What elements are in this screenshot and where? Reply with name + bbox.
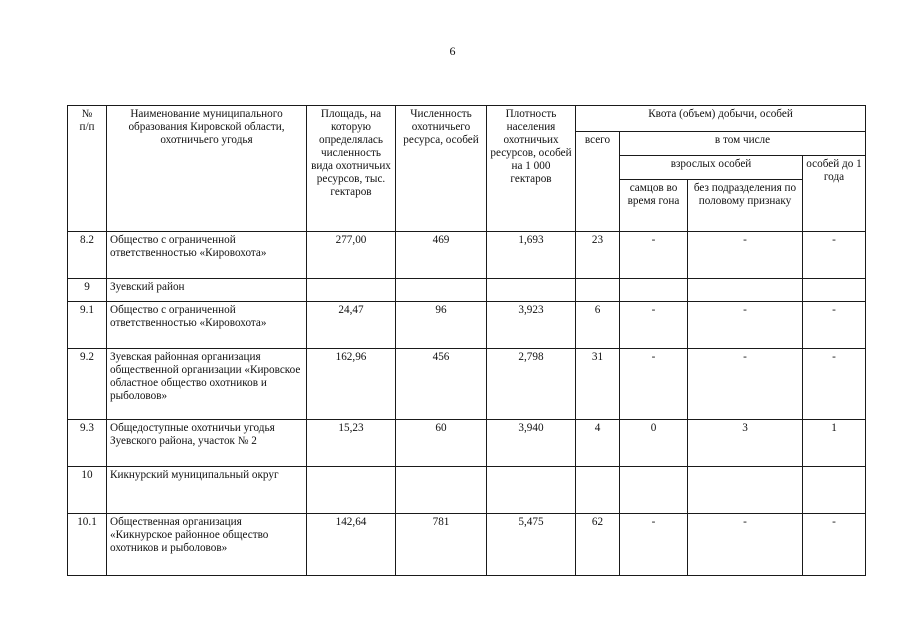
- cell-density: 3,923: [487, 302, 576, 349]
- cell-density: [487, 279, 576, 302]
- header-num: № п/п: [68, 106, 107, 232]
- cell-nosex: -: [688, 302, 803, 349]
- header-count: Численность охотничьего ресурса, особей: [396, 106, 487, 232]
- table-row: [68, 467, 866, 514]
- cell-num: 9.2: [68, 349, 107, 420]
- header-males-rut: самцов во время гона: [620, 180, 688, 232]
- page-number: 6: [449, 44, 456, 58]
- cell-count: 96: [396, 302, 487, 349]
- header-quota: Квота (объем) добычи, особей: [576, 106, 866, 132]
- table-row: [68, 514, 866, 576]
- cell-young: 1: [803, 420, 866, 467]
- cell-males: 0: [620, 420, 688, 467]
- header-density: Плотность населения охотничьих ресурсов, особей на 1 000 гектаров: [487, 106, 576, 232]
- cell-density: 5,475: [487, 514, 576, 576]
- cell-young: -: [803, 232, 866, 279]
- header-adults: взрослых особей: [620, 156, 803, 180]
- cell-area: [307, 467, 396, 514]
- cell-num: 9: [68, 279, 107, 302]
- cell-num: 9.1: [68, 302, 107, 349]
- cell-num: 8.2: [68, 232, 107, 279]
- header-name: Наименование муниципального образования Кировской области, охотничьего угодья: [107, 106, 307, 232]
- cell-young: [803, 467, 866, 514]
- cell-total: 62: [576, 514, 620, 576]
- cell-area: 142,64: [307, 514, 396, 576]
- quota-table: [67, 105, 866, 576]
- cell-nosex: -: [688, 349, 803, 420]
- cell-area: [307, 279, 396, 302]
- cell-name: Зуевский район: [107, 279, 307, 302]
- cell-young: -: [803, 514, 866, 576]
- cell-density: 1,693: [487, 232, 576, 279]
- cell-name: Общественная организация «Кикнурское районное общество охотников и рыболовов»: [107, 514, 307, 576]
- cell-nosex: -: [688, 514, 803, 576]
- header-under-one: особей до 1 года: [803, 156, 866, 232]
- cell-count: 781: [396, 514, 487, 576]
- cell-young: [803, 279, 866, 302]
- cell-num: 9.3: [68, 420, 107, 467]
- cell-males: -: [620, 514, 688, 576]
- cell-nosex: [688, 279, 803, 302]
- cell-name: Общество с ограниченной ответственностью «Кировохота»: [107, 302, 307, 349]
- cell-males: -: [620, 232, 688, 279]
- cell-total: 31: [576, 349, 620, 420]
- cell-num: 10.1: [68, 514, 107, 576]
- table-header: [68, 106, 866, 232]
- cell-area: 162,96: [307, 349, 396, 420]
- cell-name: Зуевская районная организация общественной организации «Кировское областное общество охотников и рыболовов»: [107, 349, 307, 420]
- table-row: [68, 420, 866, 467]
- cell-males: [620, 279, 688, 302]
- cell-num: 10: [68, 467, 107, 514]
- cell-nosex: -: [688, 232, 803, 279]
- cell-young: -: [803, 349, 866, 420]
- cell-males: [620, 467, 688, 514]
- cell-count: 469: [396, 232, 487, 279]
- cell-count: [396, 467, 487, 514]
- cell-total: 4: [576, 420, 620, 467]
- table-row: [68, 349, 866, 420]
- cell-nosex: 3: [688, 420, 803, 467]
- cell-count: 456: [396, 349, 487, 420]
- cell-density: 3,940: [487, 420, 576, 467]
- cell-total: [576, 279, 620, 302]
- cell-name: Общедоступные охотничьи угодья Зуевского района, участок № 2: [107, 420, 307, 467]
- cell-name: Общество с ограниченной ответственностью «Кировохота»: [107, 232, 307, 279]
- cell-total: 23: [576, 232, 620, 279]
- table-row: [68, 279, 866, 302]
- header-no-sex: без подразделения по половому признаку: [688, 180, 803, 232]
- cell-nosex: [688, 467, 803, 514]
- cell-density: 2,798: [487, 349, 576, 420]
- header-area: Площадь, на которую определялась численность вида охотничьих ресурсов, тыс. гектаров: [307, 106, 396, 232]
- cell-area: 15,23: [307, 420, 396, 467]
- cell-males: -: [620, 302, 688, 349]
- cell-count: 60: [396, 420, 487, 467]
- cell-young: -: [803, 302, 866, 349]
- table-row: [68, 302, 866, 349]
- cell-males: -: [620, 349, 688, 420]
- table-row: [68, 232, 866, 279]
- cell-count: [396, 279, 487, 302]
- cell-density: [487, 467, 576, 514]
- header-total: всего: [576, 132, 620, 232]
- cell-total: 6: [576, 302, 620, 349]
- cell-area: 277,00: [307, 232, 396, 279]
- table-body: [68, 232, 866, 576]
- header-including: в том числе: [620, 132, 866, 156]
- cell-area: 24,47: [307, 302, 396, 349]
- cell-total: [576, 467, 620, 514]
- cell-name: Кикнурский муниципальный округ: [107, 467, 307, 514]
